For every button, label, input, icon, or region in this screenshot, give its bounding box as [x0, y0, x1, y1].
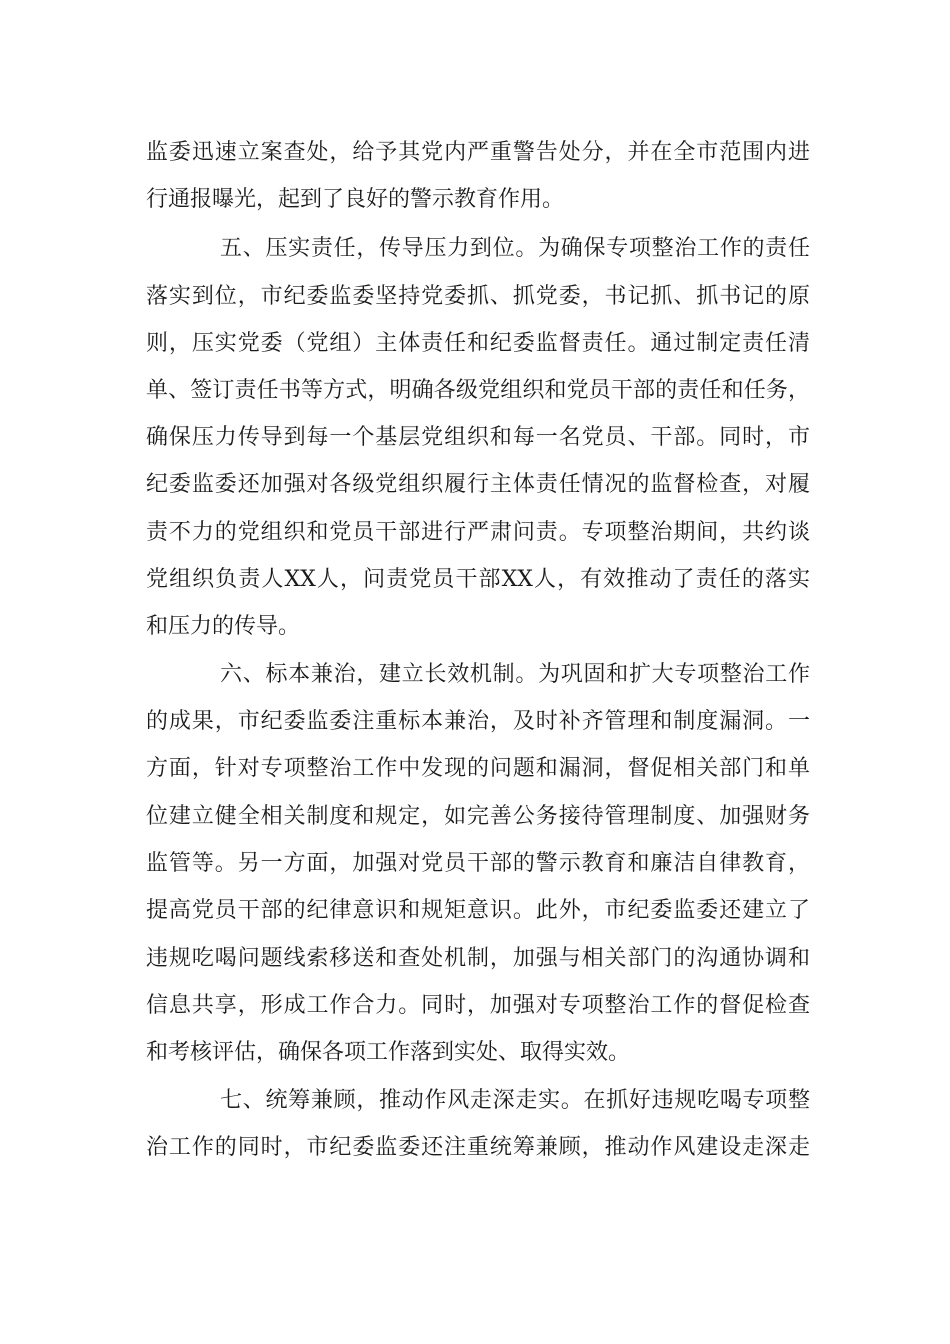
text-line: 落实到位，市纪委监委坚持党委抓、抓党委，书记抓、抓书记的原 [146, 284, 810, 309]
text-line: 的成果，市纪委监委注重标本兼治，及时补齐管理和制度漏洞。一 [146, 709, 810, 734]
text-line: 方面，针对专项整治工作中发现的问题和漏洞，督促相关部门和单 [146, 756, 810, 781]
text-line: 监管等。另一方面，加强对党员干部的警示教育和廉洁自律教育， [146, 851, 810, 876]
text-line: 纪委监委还加强对各级党组织履行主体责任情况的监督检查，对履 [146, 472, 810, 497]
text-line: 提高党员干部的纪律意识和规矩意识。此外，市纪委监委还建立了 [146, 898, 810, 923]
text-line: 确保压力传导到每一个基层党组织和每一名党员、干部。同时，市 [146, 425, 810, 450]
text-line: 和压力的传导。 [146, 614, 301, 639]
text-line: 和考核评估，确保各项工作落到实处、取得实效。 [146, 1040, 631, 1065]
text-line: 党组织负责人XX人，问责党员干部XX人，有效推动了责任的落实 [146, 567, 810, 592]
text-line: 监委迅速立案查处，给予其党内严重警告处分，并在全市范围内进 [146, 140, 810, 165]
paragraph-heading-line: 六、标本兼治，建立长效机制。为巩固和扩大专项整治工作 [220, 662, 810, 687]
text-line: 单、签订责任书等方式，明确各级党组织和党员干部的责任和任务， [146, 378, 810, 403]
text-line: 责不力的党组织和党员干部进行严肃问责。专项整治期间，共约谈 [146, 520, 810, 545]
text-line: 违规吃喝问题线索移送和查处机制，加强与相关部门的沟通协调和 [146, 946, 810, 971]
paragraph-heading-line: 七、统筹兼顾，推动作风走深走实。在抓好违规吃喝专项整 [220, 1088, 810, 1113]
text-line: 位建立健全相关制度和规定，如完善公务接待管理制度、加强财务 [146, 804, 810, 829]
text-line: 则，压实党委（党组）主体责任和纪委监督责任。通过制定责任清 [146, 331, 810, 356]
text-line: 行通报曝光，起到了良好的警示教育作用。 [146, 187, 565, 212]
text-line: 治工作的同时，市纪委监委还注重统筹兼顾，推动作风建设走深走 [146, 1135, 810, 1160]
paragraph-heading-line: 五、压实责任，传导压力到位。为确保专项整治工作的责任 [220, 236, 810, 261]
text-line: 信息共享，形成工作合力。同时，加强对专项整治工作的督促检查 [146, 993, 810, 1018]
